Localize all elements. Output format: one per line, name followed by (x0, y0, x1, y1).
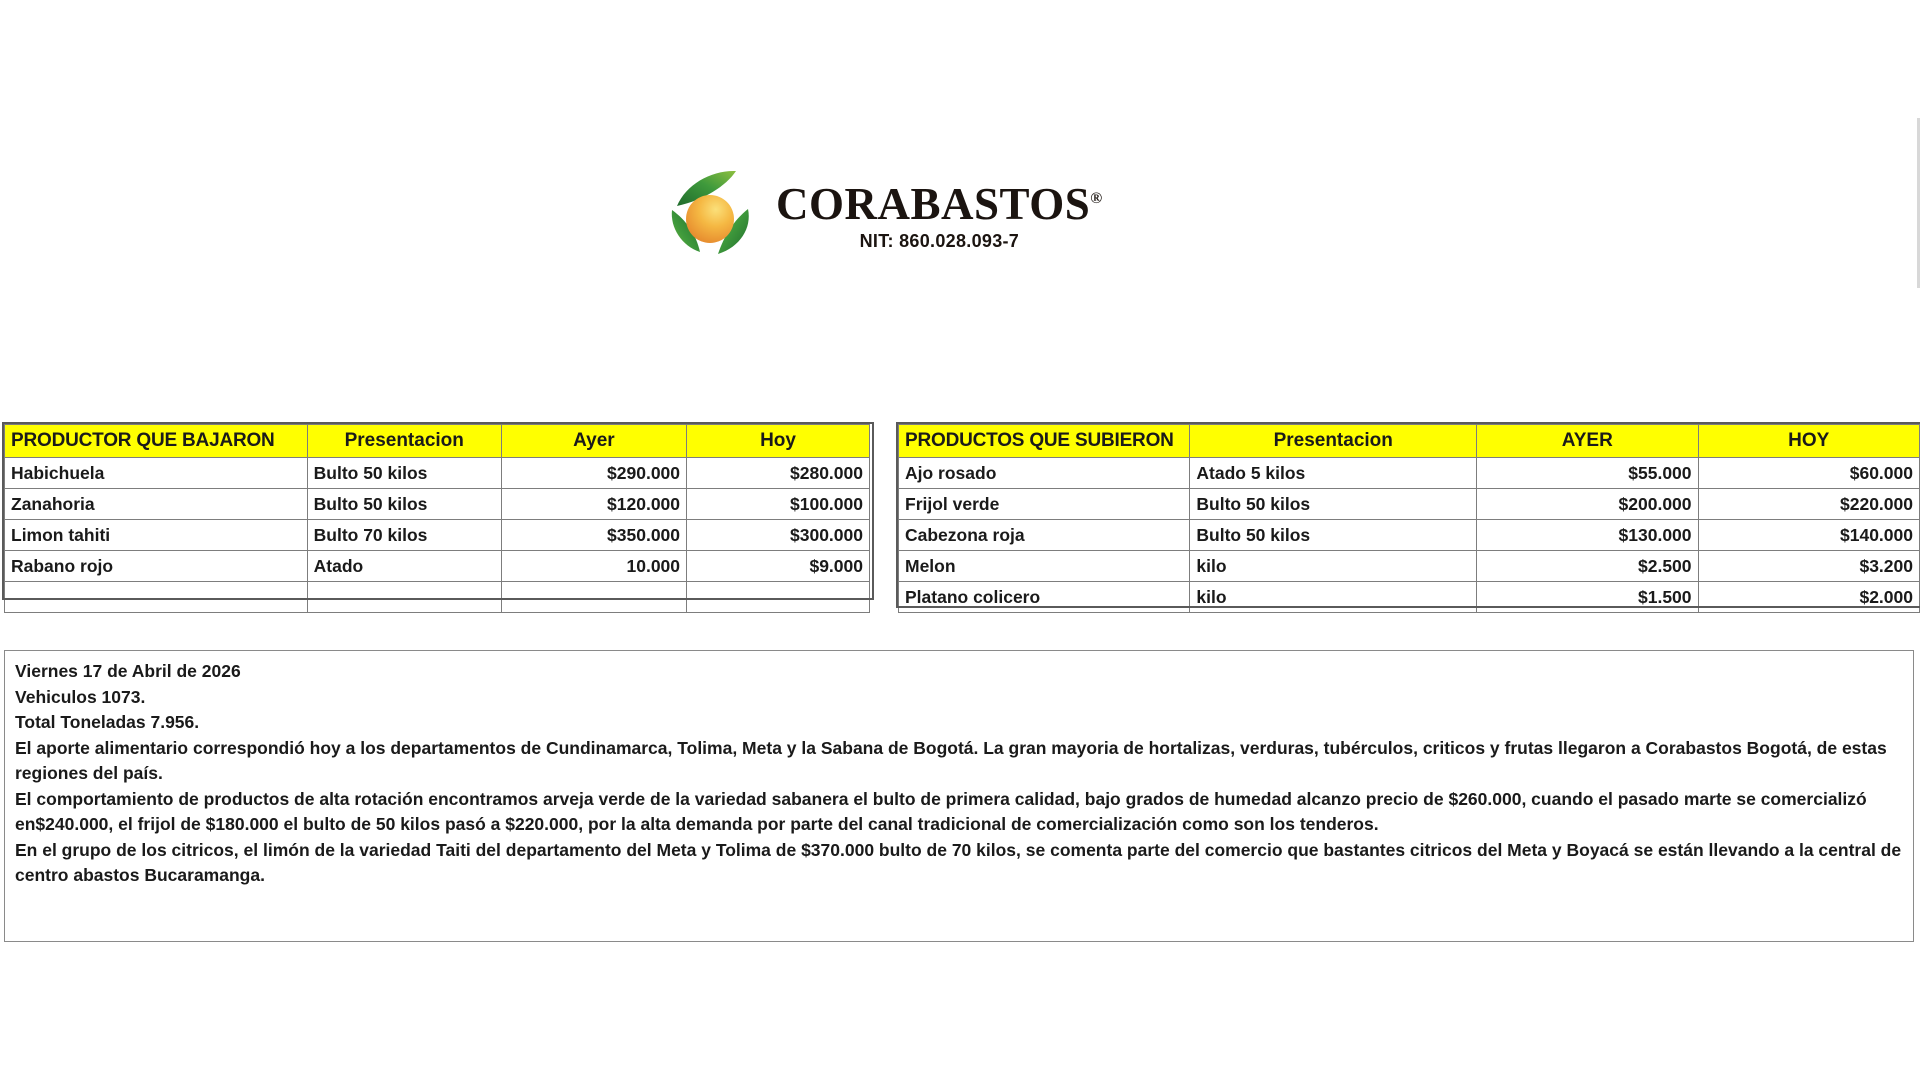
column-header-hoy: HOY (1698, 425, 1919, 458)
cell-ayer (501, 582, 686, 613)
cell-hoy: $300.000 (687, 520, 870, 551)
cell-presentacion: Bulto 50 kilos (1190, 489, 1477, 520)
cell-presentacion: Atado (307, 551, 501, 582)
table-row (899, 520, 1920, 551)
logo-nit: NIT: 860.028.093-7 (859, 231, 1020, 251)
column-header-ayer: Ayer (501, 425, 686, 458)
table-products-down (4, 424, 870, 613)
cell-ayer: $290.000 (501, 458, 686, 489)
column-header-productos-subieron: PRODUCTOS QUE SUBIERON (899, 425, 1190, 458)
logo-wordmark (776, 179, 1103, 229)
cell-hoy: $280.000 (687, 458, 870, 489)
cell-ayer: $2.500 (1477, 551, 1698, 582)
cell-producto: Limon tahiti (5, 520, 308, 551)
cell-hoy: $9.000 (687, 551, 870, 582)
cell-hoy: $3.200 (1698, 551, 1919, 582)
daily-report-notes (4, 650, 1914, 942)
logo-wordmark-text: CORABASTOS (776, 179, 1091, 229)
cell-producto: Ajo rosado (899, 458, 1190, 489)
cell-producto: Rabano rojo (5, 551, 308, 582)
table-header-row (5, 425, 870, 458)
column-header-presentacion: Presentacion (1190, 425, 1477, 458)
cell-producto: Platano colicero (899, 582, 1190, 613)
notes-paragraph-2: El comportamiento de productos de alta rotación encontramos arveja verde de la variedad sabanera el bulto de primera calidad, bajo grados de humedad alcanzo precio de $260.000, cuando el pasado marte se comercializó en$240.000, el frijol de $180.000 el bulto de 50 kilos pasó a $220.000, por la alta demanda por parte del canal tradicional de comercialización como son los tenderos. (15, 788, 1867, 834)
notes-vehicles: Vehiculos 1073. (15, 686, 146, 707)
column-header-presentacion: Presentacion (307, 425, 501, 458)
table-row (899, 582, 1920, 613)
table-row (5, 489, 870, 520)
column-header-ayer: AYER (1477, 425, 1698, 458)
cell-producto: Cabezona roja (899, 520, 1190, 551)
table-row-empty (5, 582, 870, 613)
cell-producto (5, 582, 308, 613)
column-header-hoy: Hoy (687, 425, 870, 458)
cell-presentacion: kilo (1190, 582, 1477, 613)
table-row (899, 489, 1920, 520)
cell-presentacion: Bulto 70 kilos (307, 520, 501, 551)
cell-hoy: $100.000 (687, 489, 870, 520)
cell-producto: Zanahoria (5, 489, 308, 520)
table-products-up (898, 424, 1920, 613)
notes-paragraph-1: El aporte alimentario correspondió hoy a los departamentos de Cundinamarca, Tolima, Meta y la Sabana de Bogotá. La gran mayoria de hortalizas, verduras, tubérculos, criticos y frutas llegaron a Corabastos Bogotá, de estas regiones del país. (15, 737, 1887, 783)
cell-producto: Melon (899, 551, 1190, 582)
notes-date: Viernes 17 de Abril de 2026 (15, 661, 241, 681)
notes-paragraph-3: En el grupo de los citricos, el limón de la variedad Taiti del departamento del Meta y Tolima de $370.000 bulto de 70 kilos, se comenta parte del comercio que bastantes citricos del Meta y Boyacá se están llevando a la central de centro abastos Bucaramanga. (15, 839, 1902, 885)
cell-hoy: $60.000 (1698, 458, 1919, 489)
column-header-producto-bajaron: PRODUCTOR QUE BAJARON (5, 425, 308, 458)
cell-presentacion (307, 582, 501, 613)
cell-hoy: $220.000 (1698, 489, 1919, 520)
logo-text-block (776, 178, 1103, 250)
cell-ayer: $130.000 (1477, 520, 1698, 551)
cell-producto: Habichuela (5, 458, 308, 489)
cell-presentacion: Atado 5 kilos (1190, 458, 1477, 489)
table-row (899, 458, 1920, 489)
table-row (5, 520, 870, 551)
cell-ayer: $350.000 (501, 520, 686, 551)
notes-tonnage: Total Toneladas 7.956. (15, 712, 200, 732)
logo-trademark: ® (1090, 190, 1103, 207)
cell-hoy: $140.000 (1698, 520, 1919, 551)
cell-presentacion: Bulto 50 kilos (307, 458, 501, 489)
cell-presentacion: Bulto 50 kilos (307, 489, 501, 520)
cell-ayer: $120.000 (501, 489, 686, 520)
cell-producto: Frijol verde (899, 489, 1190, 520)
cell-hoy (687, 582, 870, 613)
table-row (5, 458, 870, 489)
table-row (5, 551, 870, 582)
cell-presentacion: kilo (1190, 551, 1477, 582)
cell-ayer: $1.500 (1477, 582, 1698, 613)
cell-ayer: $55.000 (1477, 458, 1698, 489)
cell-presentacion: Bulto 50 kilos (1190, 520, 1477, 551)
table-header-row (899, 425, 1920, 458)
corabastos-leaf-fruit-icon (660, 162, 764, 266)
cell-hoy: $2.000 (1698, 582, 1919, 613)
cell-ayer: $200.000 (1477, 489, 1698, 520)
table-row (899, 551, 1920, 582)
cell-ayer: 10.000 (501, 551, 686, 582)
corabastos-logo (660, 158, 1103, 270)
